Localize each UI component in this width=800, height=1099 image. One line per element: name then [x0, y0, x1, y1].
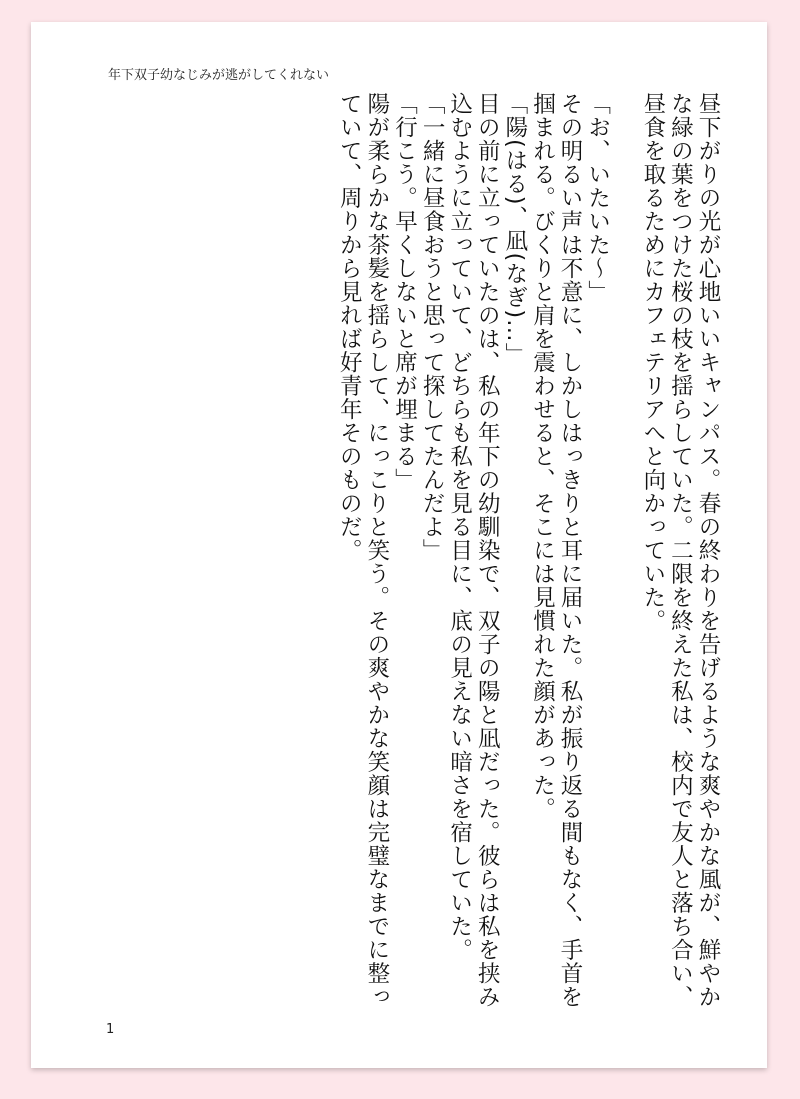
paragraph: 陽が柔らかな茶髪を揺らして、にっこりと笑う。その爽やかな笑顔は完璧なまでに整っていて、周りから見れば好青年そのものだ。: [336, 92, 390, 1009]
paragraph: 「お、いたいた〜」: [584, 92, 611, 304]
paragraph: その明るい声は不意に、しかしはっきりと耳に届いた。私が振り返る間もなく、手首を掴まれる。びくりと肩を震わせると、そこには見慣れた顔があった。: [529, 92, 584, 1009]
paragraph: 昼下がりの光が心地いいキャンパス。春の終わりを告げるような爽やかな風が、鮮やかな緑の葉をつけた桜の枝を揺らしていた。二限を終えた私は、校内で友人と落ち合い、昼食を取るためにカフェテリアへと向かっていた。: [639, 92, 721, 1009]
paragraph: 「陽(はる)、凪(なぎ)…」: [501, 92, 528, 367]
paragraph: 「行こう。早くしないと席が埋まる」: [391, 92, 418, 492]
document-page: [31, 22, 767, 1068]
blank-line: [611, 92, 639, 1022]
running-title: 年下双子幼なじみが逃がしてくれない: [108, 68, 330, 83]
paragraph: 「一緒に昼食おうと思って探してたんだよ」: [419, 92, 446, 562]
paragraph: 目の前に立っていたのは、私の年下の幼馴染で、双子の陽と凪だった。彼らは私を挟み込むように立っていて、どちらも私を見る目に、底の見えない暗さを宿していた。: [446, 92, 501, 1009]
page-number: 1: [106, 1022, 115, 1037]
body-text: [99, 92, 721, 1022]
